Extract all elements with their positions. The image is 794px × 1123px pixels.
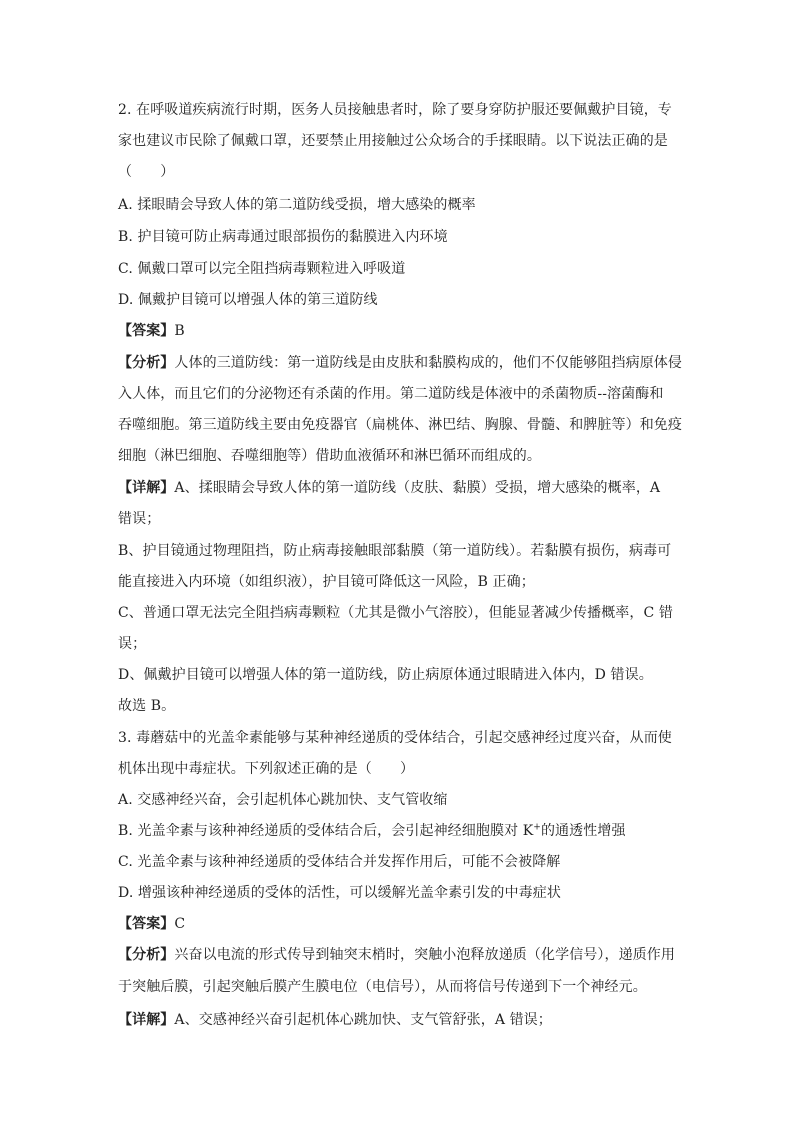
q2-detail-line-6: 误；	[118, 636, 147, 652]
q3-option-d: D. 增强该种神经递质的受体的活性，可以缓解光盖伞素引发的中毒症状	[118, 885, 561, 901]
q3-answer	[118, 914, 678, 934]
q3-option-b	[118, 821, 678, 841]
q2-detail-text-1: A、揉眼睛会导致人体的第一道防线（皮肤、黏膜）受损，增大感染的概率，A	[174, 480, 661, 496]
q2-detail-line-1	[118, 478, 678, 498]
q2-analysis-text-1: 人体的三道防线：第一道防线是由皮肤和黏膜构成的，他们不仅能够阻挡病原体侵	[174, 355, 683, 371]
q2-detail-line-2: 错误；	[118, 511, 161, 527]
q2-analysis-line-2: 入人体，而且它们的分泌物还有杀菌的作用。第二道防线是体液中的杀菌物质--溶菌酶和	[118, 386, 664, 402]
q2-detail-line-3: B、护目镜通过物理阻挡，防止病毒接触眼部黏膜（第一道防线）。若黏膜有损伤，病毒可	[118, 543, 672, 559]
q3-option-c: C. 光盖伞素与该种神经递质的受体结合并发挥作用后，可能不会被降解	[118, 854, 561, 870]
q2-stem-line-2: 家也建议市民除了佩戴口罩，还要禁止用接触过公众场合的手揉眼睛。以下说法正确的是	[118, 133, 668, 149]
q2-detail-line-7: D、佩戴护目镜可以增强人体的第一道防线，防止病原体通过眼睛进入体内，D 错误。	[118, 667, 653, 683]
q2-analysis-line-4: 细胞（淋巴细胞、吞噬细胞等）借助血液循环和淋巴循环而组成的。	[118, 448, 541, 464]
q2-detail-line-4: 能直接进入内环境（如组织液），护目镜可降低这一风险，B 正确；	[118, 574, 535, 590]
q2-answer-tag: 【答案】	[118, 323, 175, 339]
q3-analysis-line-2: 于突触后膜，引起突触后膜产生膜电位（电信号），从而将信号传递到下一个神经元。	[118, 979, 647, 995]
q3-stem-line-2: 机体出现中毒症状。下列叙述正确的是（ ）	[118, 761, 415, 777]
q2-option-a: A. 揉眼睛会导致人体的第二道防线受损，增大感染的概率	[118, 197, 476, 213]
q3-analysis-line-1	[118, 945, 678, 965]
q2-analysis-line-1	[118, 353, 683, 373]
q3-answer-tag: 【答案】	[118, 916, 175, 932]
q2-detail-tag: 【详解】	[118, 480, 175, 496]
q3-option-b-superscript: +	[533, 822, 541, 833]
q2-analysis-tag: 【分析】	[118, 355, 175, 371]
q3-stem-line-1: 3. 毒蘑菇中的光盖伞素能够与某种神经递质的受体结合，引起交感神经过度兴奋，从而使	[118, 730, 672, 746]
q3-option-a: A. 交感神经兴奋，会引起机体心跳加快、支气管收缩	[118, 792, 448, 808]
q2-conclusion: 故选 B。	[118, 698, 176, 714]
q3-option-b-text: B. 光盖伞素与该种神经递质的受体结合后，会引起神经细胞膜对 K	[118, 823, 534, 839]
q2-option-c: C. 佩戴口罩可以完全阻挡病毒颗粒进入呼吸道	[118, 261, 406, 277]
q2-option-b: B. 护目镜可防止病毒通过眼部损伤的黏膜进入内环境	[118, 229, 448, 245]
q2-stem-line-1: 2. 在呼吸道疾病流行时期，医务人员接触患者时，除了要身穿防护服还要佩戴护目镜，专	[118, 102, 672, 118]
q3-option-b-text-end: 的通透性增强	[540, 823, 626, 839]
q3-analysis-text-1: 兴奋以电流的形式传导到轴突末梢时，突触小泡释放递质（化学信号），递质作用	[174, 947, 676, 963]
q2-analysis-line-3: 吞噬细胞。第三道防线主要由免疫器官（扁桃体、淋巴结、胸腺、骨髓、和脾脏等）和免疫	[118, 417, 682, 433]
q3-detail-tag: 【详解】	[118, 1012, 175, 1028]
q3-analysis-tag: 【分析】	[118, 947, 175, 963]
q2-answer-value: B	[174, 323, 185, 339]
q3-detail-text-1: A、交感神经兴奋引起机体心跳加快、支气管舒张，A 错误；	[174, 1012, 552, 1028]
q3-answer-value: C	[174, 916, 186, 932]
q2-option-d: D. 佩戴护目镜可以增强人体的第三道防线	[118, 292, 378, 308]
q2-detail-line-5: C、普通口罩无法完全阻挡病毒颗粒（尤其是微小气溶胶），但能显著减少传播概率，C 错	[118, 605, 673, 621]
q2-stem-line-3: （ ）	[118, 164, 175, 180]
q3-detail-line-1	[118, 1010, 678, 1030]
q2-answer	[118, 321, 678, 341]
